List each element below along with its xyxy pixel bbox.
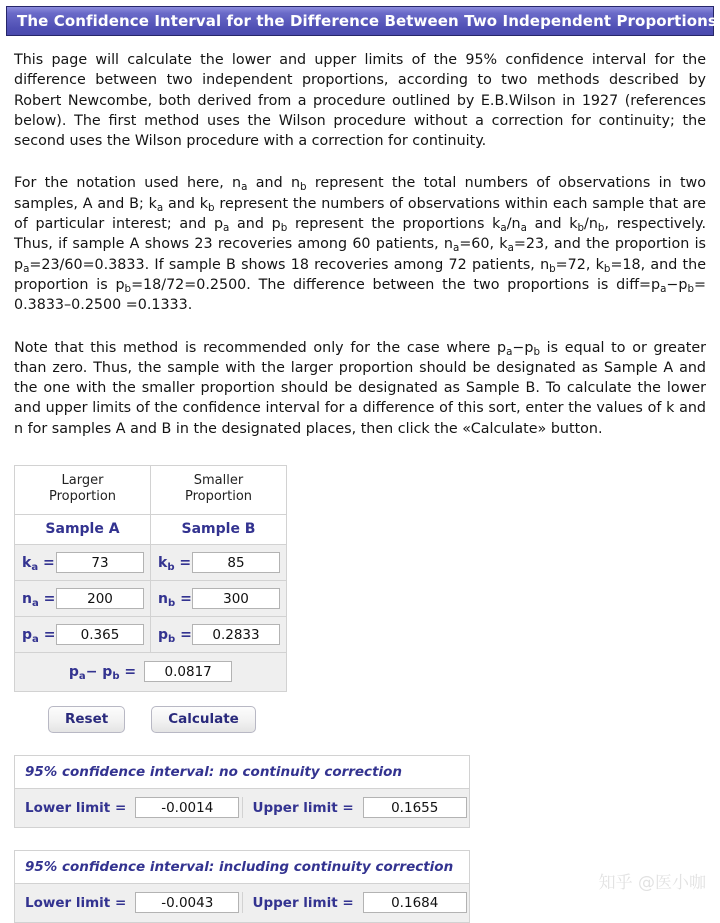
field-label-nb: [158, 591, 192, 607]
field-cell-pa: [15, 616, 151, 652]
sample-b-label: Sample B: [151, 514, 287, 544]
subscript-b: b: [168, 633, 176, 645]
result-panel-including-continuity-correction: [14, 850, 470, 923]
label-text: n: [158, 590, 168, 607]
result-heading: 95% confidence interval: including continuity correction: [15, 851, 469, 884]
table-row-p: [15, 616, 287, 652]
lower-limit-label: Lower limit =: [25, 799, 127, 816]
paragraph-notation: [14, 173, 706, 315]
equals-sign: =: [43, 554, 55, 571]
paragraph-note: [14, 338, 706, 439]
text-fragment: For the notation used here, n: [14, 175, 242, 192]
subscript-a: a: [23, 262, 30, 275]
subscript-a: a: [78, 670, 86, 682]
result-lower-limit-group: [15, 892, 242, 913]
text-fragment: = 0.3833–0.2500 =0.1333.: [14, 276, 706, 314]
calculate-button[interactable]: Calculate: [151, 706, 256, 734]
minus-text: − p: [85, 663, 113, 680]
table-row-k: [15, 544, 287, 580]
text-fragment: represent the total numbers of observations in two samples, A and B; k: [14, 175, 706, 212]
label-text: p: [68, 663, 79, 680]
upper-limit-label: Upper limit =: [252, 799, 354, 816]
text-fragment: =23, and the proportion is p: [14, 236, 706, 273]
field-cell-kb: [151, 544, 287, 580]
result-heading: 95% confidence interval: no continuity correction: [15, 756, 469, 789]
subscript-b: b: [167, 597, 176, 609]
column-header-line1: Larger: [61, 473, 104, 489]
text-fragment: /n: [506, 216, 521, 233]
field-cell-pb: [151, 616, 287, 652]
subscript-b: b: [603, 262, 611, 275]
table-row-column-headers: [15, 466, 287, 515]
reset-button[interactable]: Reset: [48, 706, 125, 734]
input-pa[interactable]: 0.365: [56, 624, 144, 645]
page-content: [0, 50, 720, 439]
text-fragment: and k: [526, 216, 578, 233]
subscript-b: b: [549, 262, 556, 275]
field-label-na: [22, 591, 56, 607]
calculator-input-table: [14, 465, 287, 692]
text-fragment: Note that this method is recommended only for the case where p: [14, 339, 507, 356]
field-label-kb: [158, 555, 192, 571]
text-fragment: =60, k: [459, 236, 508, 253]
label-text: n: [22, 590, 32, 607]
text-fragment: =23/60=0.3833. If sample B shows 18 recoveries among 72 patients, n: [29, 256, 550, 273]
column-header-line1: Smaller: [193, 473, 244, 489]
subscript-a: a: [453, 242, 460, 255]
text-fragment: represent the proportions k: [287, 216, 501, 233]
result-panel-no-continuity-correction: [14, 755, 470, 828]
input-ka[interactable]: 73: [56, 552, 144, 573]
subscript-b: b: [124, 282, 132, 295]
lower-limit-value[interactable]: -0.0043: [135, 892, 239, 913]
paragraph-intro: This page will calculate the lower and upper limits of the 95% confidence interval for the difference between two independent proportions, according to two methods described by Robert Newcombe, both derived from a procedure outlined by E.B.Wilson in 1927 (references below). The first method uses the Wilson procedure without a correction for continuity; the second uses the Wilson procedure with a correction for continuity.: [14, 52, 706, 150]
subscript-b: b: [167, 561, 175, 573]
upper-limit-value[interactable]: 0.1684: [363, 892, 467, 913]
page-title-bar: [6, 6, 717, 36]
subscript-a: a: [520, 221, 527, 234]
equals-sign: =: [180, 626, 192, 643]
column-header-line2: Proportion: [184, 489, 253, 505]
subscript-a: a: [660, 282, 667, 295]
subscript-a: a: [31, 561, 39, 573]
field-label-difference: [69, 664, 136, 680]
label-text: k: [22, 554, 32, 571]
result-upper-limit-group: [242, 892, 470, 913]
text-fragment: =18/72=0.2500. The difference between the two proportions is diff=p: [131, 276, 661, 293]
subscript-b: b: [687, 282, 695, 295]
page-title: The Confidence Interval for the Difference Between Two Independent Proportions: [17, 12, 717, 30]
subscript-a: a: [32, 633, 39, 645]
input-nb[interactable]: 300: [192, 588, 280, 609]
text-fragment: and n: [247, 175, 301, 192]
subscript-a: a: [241, 181, 248, 194]
upper-limit-label: Upper limit =: [252, 894, 354, 911]
subscript-b: b: [597, 221, 605, 234]
text-fragment: and k: [163, 195, 209, 212]
label-text: p: [22, 626, 33, 643]
text-fragment: is equal to or greater than zero. Thus, the sample with the larger proportion should be designated as Sample A and the one with the smaller proportion should be designated as Sample B. To calculate the lower and upper limits of the confidence interval for a difference of this sort, enter the values of k and n for samples A and B in the designated places, then click the «Calculate» button.: [14, 339, 706, 437]
subscript-a: a: [223, 221, 230, 234]
table-row-n: [15, 580, 287, 616]
input-na[interactable]: 200: [56, 588, 144, 609]
column-header-line2: Proportion: [48, 489, 117, 505]
result-lower-limit-group: [15, 797, 242, 818]
input-difference[interactable]: 0.0817: [144, 661, 232, 682]
field-label-pb: [158, 627, 192, 643]
equals-sign: =: [124, 663, 137, 680]
input-kb[interactable]: 85: [192, 552, 280, 573]
text-fragment: represent the numbers of observations within each sample that are of particular interest; and p: [14, 195, 707, 233]
field-cell-ka: [15, 544, 151, 580]
sample-a-label: Sample A: [15, 514, 151, 544]
text-fragment: and p: [229, 216, 281, 233]
label-text: k: [158, 554, 168, 571]
field-cell-nb: [151, 580, 287, 616]
text-fragment: −p: [512, 339, 534, 356]
equals-sign: =: [43, 626, 56, 643]
equals-sign: =: [179, 554, 192, 571]
column-header-larger-proportion: [15, 466, 151, 515]
field-label-ka: [22, 555, 56, 571]
upper-limit-value[interactable]: 0.1655: [363, 797, 467, 818]
subscript-b: b: [533, 345, 540, 358]
label-text: p: [158, 626, 169, 643]
lower-limit-value[interactable]: -0.0014: [135, 797, 239, 818]
button-row: [48, 706, 720, 734]
subscript-b: b: [300, 181, 307, 194]
text-fragment: , respectively. Thus, if sample A shows 23 recoveries among 60 patients, n: [14, 216, 707, 253]
subscript-a: a: [31, 597, 39, 609]
result-upper-limit-group: [242, 797, 470, 818]
subscript-a: a: [506, 345, 513, 358]
subscript-a: a: [507, 242, 514, 255]
table-row-difference: [15, 652, 287, 691]
subscript-b: b: [280, 221, 288, 234]
subscript-b: b: [577, 221, 585, 234]
subscript-a: a: [156, 201, 164, 214]
text-fragment: =18, and the proportion is p: [14, 256, 706, 293]
table-row-sample-labels: [15, 514, 287, 544]
lower-limit-label: Lower limit =: [25, 894, 127, 911]
result-values-row: [15, 789, 469, 827]
field-label-pa: [22, 627, 56, 643]
column-header-smaller-proportion: [151, 466, 287, 515]
text-fragment: −p: [666, 276, 688, 293]
watermark: 知乎 @医小咖: [598, 873, 706, 893]
result-values-row: [15, 884, 469, 922]
subscript-a: a: [500, 221, 507, 234]
field-cell-difference: [15, 652, 287, 691]
equals-sign: =: [43, 590, 56, 607]
text-fragment: =72, k: [555, 256, 604, 273]
subscript-b: b: [112, 670, 120, 682]
text-fragment: /n: [584, 216, 598, 233]
input-pb[interactable]: 0.2833: [192, 624, 280, 645]
equals-sign: =: [180, 590, 192, 607]
field-cell-na: [15, 580, 151, 616]
subscript-b: b: [208, 201, 215, 214]
